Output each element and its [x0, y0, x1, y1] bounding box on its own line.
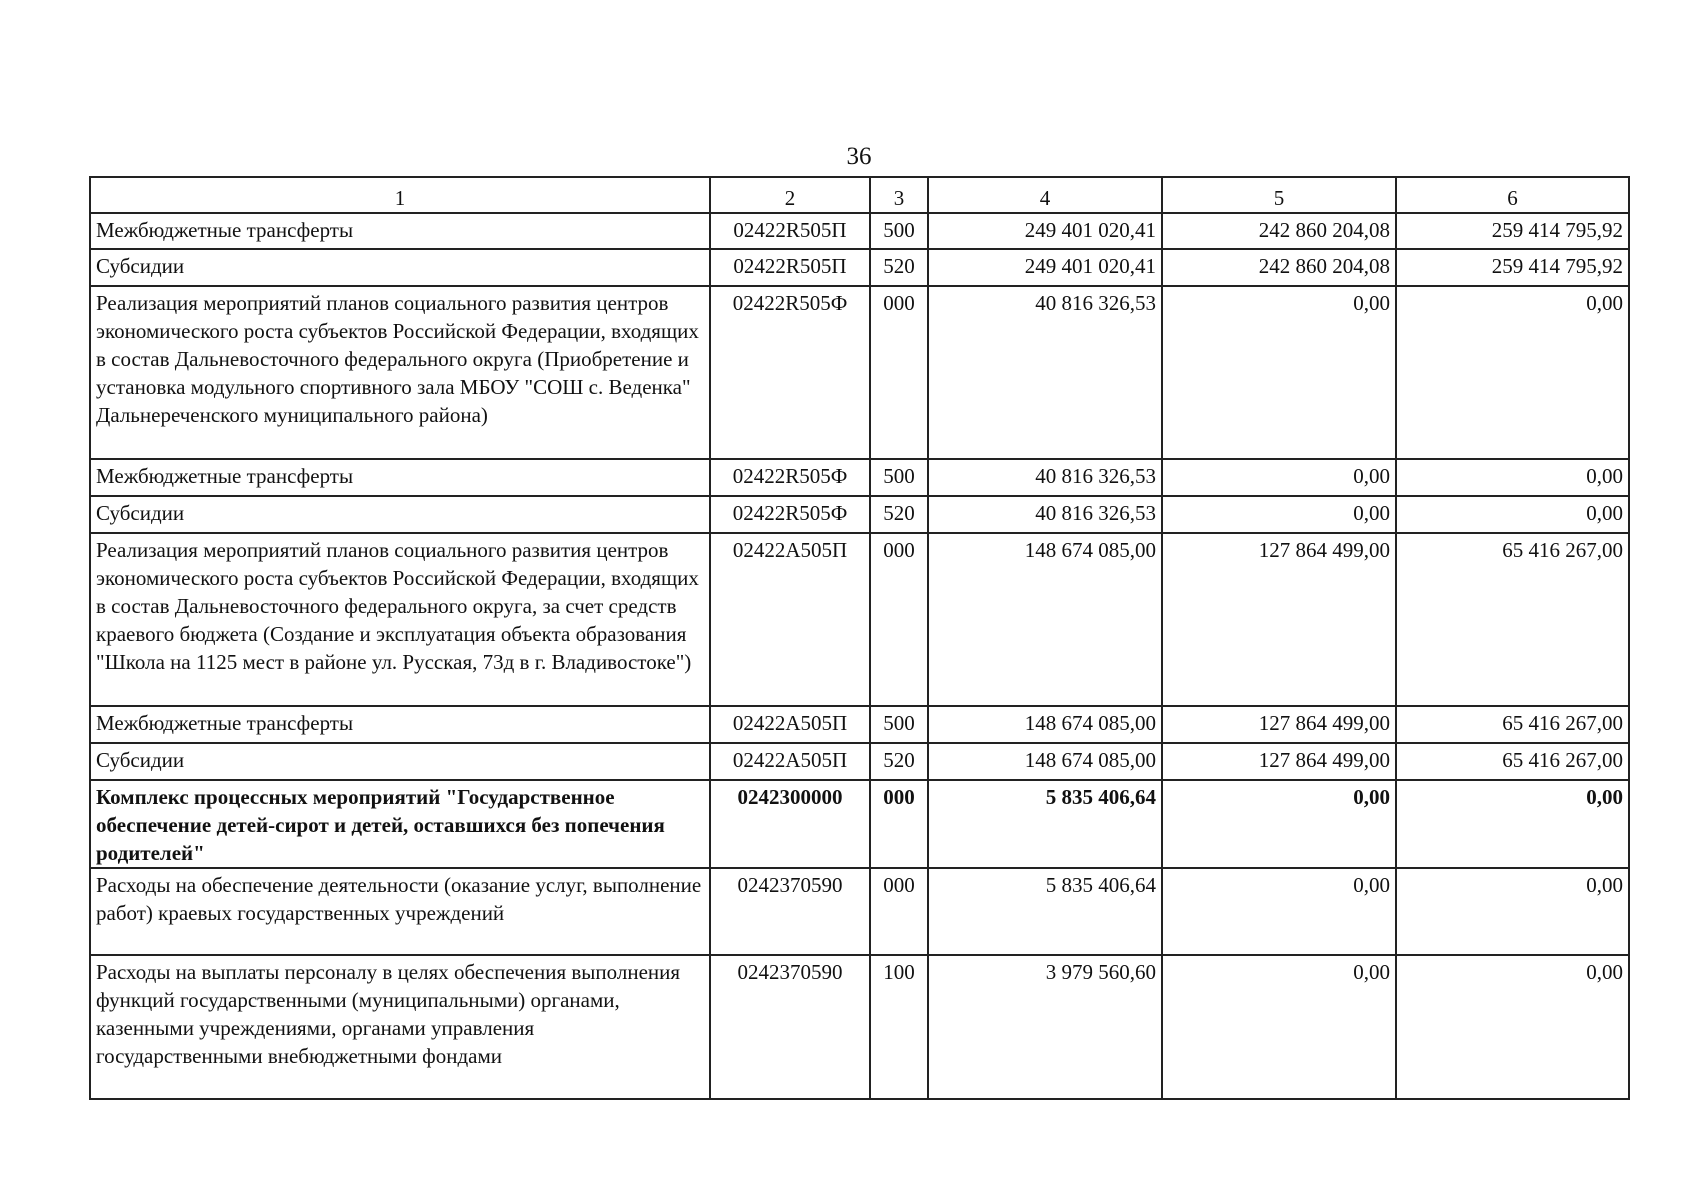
- row-expense-type: 500: [870, 459, 928, 496]
- row-value-5: 242 860 204,08: [1162, 249, 1396, 286]
- row-name: Реализация мероприятий планов социального развития центров экономического роста субъектов Российской Федерации, входящих в состав Дальневосточного федерального округа, за счет средств краевого бюджета (Создание и эксплуатация объекта образования "Школа на 1125 мест в районе ул. Русская, 73д в г. Владивостоке"): [90, 533, 710, 706]
- row-value-4: 40 816 326,53: [928, 459, 1162, 496]
- row-expense-type: 500: [870, 213, 928, 249]
- row-value-4: 40 816 326,53: [928, 286, 1162, 459]
- row-value-5: 127 864 499,00: [1162, 743, 1396, 780]
- table-row-section-header: [90, 780, 1629, 868]
- row-expense-type: 000: [870, 780, 928, 868]
- row-value-5: 127 864 499,00: [1162, 706, 1396, 743]
- row-value-5: 127 864 499,00: [1162, 533, 1396, 706]
- row-value-6: 0,00: [1396, 459, 1629, 496]
- table-row: [90, 286, 1629, 459]
- row-name: Межбюджетные трансферты: [90, 706, 710, 743]
- row-value-4: 148 674 085,00: [928, 706, 1162, 743]
- table-row: [90, 249, 1629, 286]
- table-row: [90, 706, 1629, 743]
- row-value-4: 3 979 560,60: [928, 955, 1162, 1099]
- row-value-6: 65 416 267,00: [1396, 533, 1629, 706]
- row-name: Реализация мероприятий планов социального развития центров экономического роста субъектов Российской Федерации, входящих в состав Дальневосточного федерального округа (Приобретение и установка модульного спортивного зала МБОУ "СОШ с. Веденка" Дальнереченского муниципального района): [90, 286, 710, 459]
- row-value-5: 0,00: [1162, 955, 1396, 1099]
- row-name: Межбюджетные трансферты: [90, 459, 710, 496]
- header-row: [90, 177, 1629, 213]
- row-code: 0242300000: [710, 780, 870, 868]
- row-code: 02422R505П: [710, 249, 870, 286]
- row-expense-type: 100: [870, 955, 928, 1099]
- row-code: 02422А505П: [710, 533, 870, 706]
- row-value-5: 0,00: [1162, 286, 1396, 459]
- row-value-6: 0,00: [1396, 496, 1629, 533]
- row-value-5: 242 860 204,08: [1162, 213, 1396, 249]
- header-col-5: 5: [1162, 177, 1396, 213]
- row-code: 02422А505П: [710, 743, 870, 780]
- row-expense-type: 000: [870, 868, 928, 955]
- row-code: 0242370590: [710, 868, 870, 955]
- row-code: 02422R505Ф: [710, 286, 870, 459]
- row-name: Расходы на выплаты персоналу в целях обеспечения выполнения функций государственными (муниципальными) органами, казенными учреждениями, органами управления государственными внебюджетными фондами: [90, 955, 710, 1099]
- row-expense-type: 000: [870, 533, 928, 706]
- table-row: [90, 213, 1629, 249]
- table-row: [90, 955, 1629, 1099]
- row-name: Субсидии: [90, 496, 710, 533]
- row-value-4: 249 401 020,41: [928, 213, 1162, 249]
- row-value-6: 0,00: [1396, 955, 1629, 1099]
- row-value-6: 65 416 267,00: [1396, 706, 1629, 743]
- row-expense-type: 000: [870, 286, 928, 459]
- row-value-5: 0,00: [1162, 868, 1396, 955]
- row-value-6: 259 414 795,92: [1396, 213, 1629, 249]
- header-col-1: 1: [90, 177, 710, 213]
- row-value-4: 5 835 406,64: [928, 780, 1162, 868]
- row-name: Комплекс процессных мероприятий "Государственное обеспечение детей-сирот и детей, оставшихся без попечения родителей": [90, 780, 710, 868]
- page-number: 36: [846, 143, 872, 170]
- row-value-6: 0,00: [1396, 780, 1629, 868]
- header-col-3: 3: [870, 177, 928, 213]
- row-value-4: 5 835 406,64: [928, 868, 1162, 955]
- row-code: 02422R505П: [710, 213, 870, 249]
- row-name: Субсидии: [90, 743, 710, 780]
- row-code: 02422R505Ф: [710, 496, 870, 533]
- header-col-4: 4: [928, 177, 1162, 213]
- table-row: [90, 743, 1629, 780]
- row-value-6: 0,00: [1396, 286, 1629, 459]
- row-code: 02422А505П: [710, 706, 870, 743]
- table-row: [90, 459, 1629, 496]
- row-value-4: 40 816 326,53: [928, 496, 1162, 533]
- table-row: [90, 533, 1629, 706]
- budget-table: [89, 176, 1630, 1100]
- row-value-6: 0,00: [1396, 868, 1629, 955]
- header-col-2: 2: [710, 177, 870, 213]
- row-expense-type: 500: [870, 706, 928, 743]
- table-row: [90, 496, 1629, 533]
- row-code: 02422R505Ф: [710, 459, 870, 496]
- row-value-4: 148 674 085,00: [928, 533, 1162, 706]
- header-col-6: 6: [1396, 177, 1629, 213]
- row-name: Расходы на обеспечение деятельности (оказание услуг, выполнение работ) краевых государственных учреждений: [90, 868, 710, 955]
- row-value-4: 148 674 085,00: [928, 743, 1162, 780]
- row-expense-type: 520: [870, 496, 928, 533]
- row-name: Межбюджетные трансферты: [90, 213, 710, 249]
- table-row: [90, 868, 1629, 955]
- row-value-5: 0,00: [1162, 459, 1396, 496]
- row-code: 0242370590: [710, 955, 870, 1099]
- row-value-6: 259 414 795,92: [1396, 249, 1629, 286]
- row-expense-type: 520: [870, 743, 928, 780]
- row-value-5: 0,00: [1162, 780, 1396, 868]
- row-name: Субсидии: [90, 249, 710, 286]
- row-value-5: 0,00: [1162, 496, 1396, 533]
- row-expense-type: 520: [870, 249, 928, 286]
- row-value-6: 65 416 267,00: [1396, 743, 1629, 780]
- row-value-4: 249 401 020,41: [928, 249, 1162, 286]
